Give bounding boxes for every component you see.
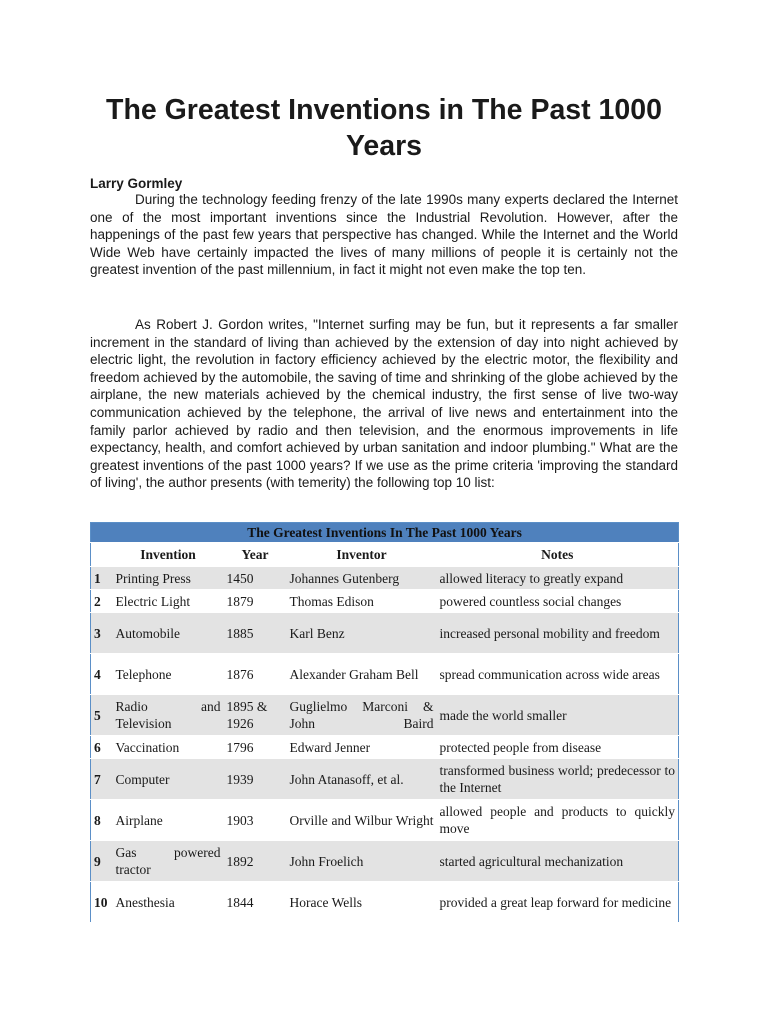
header-rank	[91, 543, 113, 567]
header-year: Year	[224, 543, 287, 567]
table-row	[91, 759, 679, 800]
year-cell: 1876	[224, 654, 287, 695]
rank-cell: 8	[91, 800, 113, 841]
inventor-cell: Orville and Wilbur Wright	[287, 800, 437, 841]
rank-cell: 4	[91, 654, 113, 695]
invention-cell: Radio and Television	[113, 695, 224, 736]
header-notes: Notes	[437, 543, 679, 567]
invention-cell: Electric Light	[113, 590, 224, 613]
table-row	[91, 695, 679, 736]
notes-cell: allowed people and products to quickly move	[437, 800, 679, 841]
rank-cell: 6	[91, 736, 113, 759]
rank-cell: 2	[91, 590, 113, 613]
page-title: The Greatest Inventions in The Past 1000 Years	[106, 94, 662, 162]
table-caption: The Greatest Inventions In The Past 1000 Years	[91, 523, 679, 543]
notes-cell: made the world smaller	[437, 695, 679, 736]
rank-cell: 9	[91, 841, 113, 882]
year-cell: 1939	[224, 759, 287, 800]
invention-cell: Vaccination	[113, 736, 224, 759]
inventor-cell: John Atanasoff, et al.	[287, 759, 437, 800]
notes-cell: allowed literacy to greatly expand	[437, 567, 679, 590]
inventor-cell: Horace Wells	[287, 882, 437, 923]
year-cell: 1903	[224, 800, 287, 841]
inventor-cell: John Froelich	[287, 841, 437, 882]
invention-cell: Telephone	[113, 654, 224, 695]
table-row	[91, 654, 679, 695]
inventor-cell: Karl Benz	[287, 613, 437, 654]
notes-cell: transformed business world; predecessor to the Internet	[437, 759, 679, 800]
table-row	[91, 882, 679, 923]
invention-cell: Gas powered tractor	[113, 841, 224, 882]
table-row	[91, 736, 679, 759]
gordon-quote-paragraph: As Robert J. Gordon writes, "Internet surfing may be fun, but it represents a far smaller increment in the standard of living than achieved by the extension of day into night achieved by electric light, the revolution in factory efficiency achieved by the electric motor, the flexibility and freedom achieved by the automobile, the saving of time and shrinking of the globe achieved by the airplane, the new materials achieved by the chemical industry, the first sense of live two-way communication achieved by the telephone, the arrival of live news and entertainment into the family parlor achieved by radio and then television, and the enormous improvements in life expectancy, health, and comfort achieved by urban sanitation and indoor plumbing." What are the greatest inventions of the past 1000 years? If we use as the prime criteria 'improving the standard of living', the author presents (with temerity) the following top 10 list:	[90, 317, 678, 491]
header-inventor: Inventor	[287, 543, 437, 567]
rank-cell: 5	[91, 695, 113, 736]
inventor-cell: Edward Jenner	[287, 736, 437, 759]
year-cell: 1892	[224, 841, 287, 882]
inventor-cell: Thomas Edison	[287, 590, 437, 613]
table-row	[91, 590, 679, 613]
year-cell: 1885	[224, 613, 287, 654]
year-cell: 1879	[224, 590, 287, 613]
year-cell: 1844	[224, 882, 287, 923]
table-header-row	[91, 543, 679, 567]
rank-cell: 7	[91, 759, 113, 800]
rank-cell: 1	[91, 567, 113, 590]
header-invention: Invention	[113, 543, 224, 567]
notes-cell: started agricultural mechanization	[437, 841, 679, 882]
table-caption-row	[91, 523, 679, 543]
invention-cell: Computer	[113, 759, 224, 800]
inventor-cell: Guglielmo Marconi & John Baird	[287, 695, 437, 736]
table-row	[91, 841, 679, 882]
notes-cell: provided a great leap forward for medicine	[437, 882, 679, 923]
invention-cell: Printing Press	[113, 567, 224, 590]
notes-cell: increased personal mobility and freedom	[437, 613, 679, 654]
inventor-cell: Alexander Graham Bell	[287, 654, 437, 695]
invention-cell: Airplane	[113, 800, 224, 841]
rank-cell: 10	[91, 882, 113, 923]
invention-cell: Anesthesia	[113, 882, 224, 923]
notes-cell: protected people from disease	[437, 736, 679, 759]
rank-cell: 3	[91, 613, 113, 654]
table-row	[91, 567, 679, 590]
year-cell: 1450	[224, 567, 287, 590]
table-row	[91, 613, 679, 654]
year-cell: 1796	[224, 736, 287, 759]
year-cell: 1895 & 1926	[224, 695, 287, 736]
table-row	[91, 800, 679, 841]
invention-cell: Automobile	[113, 613, 224, 654]
notes-cell: spread communication across wide areas	[437, 654, 679, 695]
notes-cell: powered countless social changes	[437, 590, 679, 613]
inventions-table	[90, 522, 679, 923]
author-name: Larry Gormley	[90, 176, 183, 191]
inventor-cell: Johannes Gutenberg	[287, 567, 437, 590]
intro-paragraph: During the technology feeding frenzy of the late 1990s many experts declared the Internet one of the most important inventions since the Industrial Revolution. However, after the happenings of the past few years that perspective has changed. While the Internet and the World Wide Web have certainly impacted the lives of many millions of people it is certainly not the greatest invention of the past millennium, in fact it might not even make the top ten.	[90, 192, 678, 278]
